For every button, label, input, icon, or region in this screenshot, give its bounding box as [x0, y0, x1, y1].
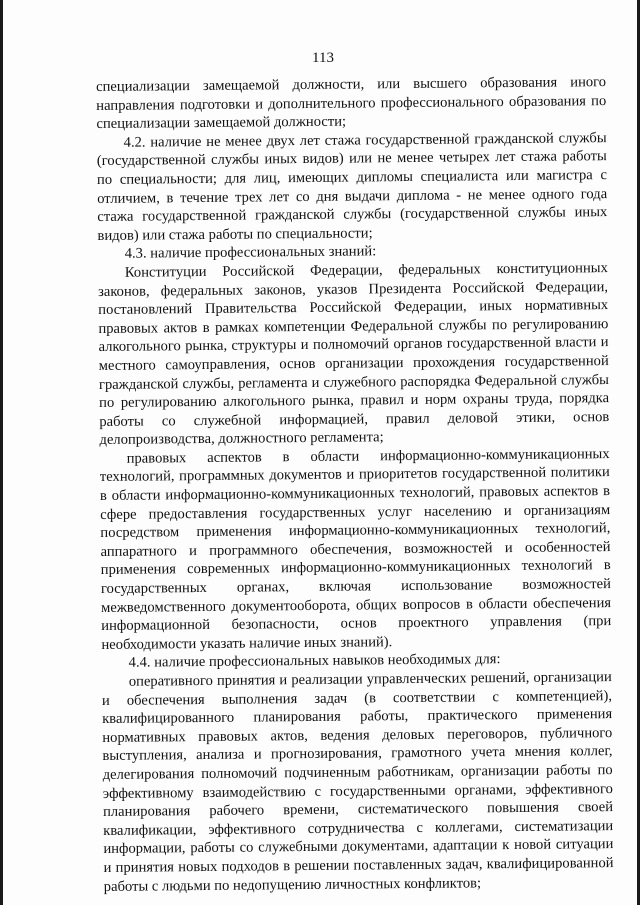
paragraph-5: правовых аспектов в области информационно-коммуникационных технологий, программных документов и приоритетов государственной политики в области информационно-коммуникационных технологий, правовых аспектов в сфере предоставления государственных услуг населению и организациям посредством применения информационно-коммуникационных технологий, аппаратного и программного обеспечения, возможностей и особенностей применения современных информационно-коммуникационных технологий в государственных органах, включая использование возможностей межведомственного документооборота, общих вопросов в области обеспечения информационной безопасности, основ проектного управления (при необходимости указать наличие иных знаний).: [99, 445, 612, 653]
document-body: [96, 73, 614, 896]
paragraph-2: 4.2. наличие не менее двух лет стажа государственной гражданской службы (государственной службы иных видов) или не менее четырех лет стажа работы по специальности; для лиц, имеющих дипломы специалиста или магистра с отличием, в течение трех лет со дня выдачи диплома - не менее одного года стажа государственной гражданской службы (государственной службы иных видов) или стажа работы по специальности;: [96, 129, 608, 244]
paragraph-1: специализации замещаемой должности, или высшего образования иного направления подготовки и дополнительного профессионального образования по специализации замещаемой должности;: [96, 74, 607, 133]
paragraph-7: оперативного принятия и реализации управленческих решений, организации и обеспечения выполнения задач (в соответствии с компетенцией), квалифицированного планирования работы, практического применения нормативных правовых актов, ведения деловых переговоров, публичного выступления, анализа и прогнозирования, грамотного учета мнения коллег, делегирования полномочий подчиненным работникам, организации работы по эффективному взаимодействию с государственными органами, эффективного планирования рабочего времени, систематического повышения своей квалификации, эффективного сотрудничества с коллегами, систематизации информации, работы со служебными документами, адаптации к новой ситуации и принятия новых подходов в решении поставленных задач, квалифицированной работы с людьми по недопущению личностных конфликтов;: [101, 669, 614, 895]
paragraph-3: 4.3. наличие профессиональных знаний:: [124, 243, 377, 263]
paragraph-6: 4.4. наличие профессиональных навыков необходимых для:: [128, 651, 501, 672]
paragraph-4: Конституции Российской Федерации, федеральных конституционных законов, федеральных законов, указов Президента Российской Федерации, постановлений Правительства Российской Федерации, иных нормативных правовых актов в рамках компетенции Федеральной службы по регулированию алкогольного рынка, структуры и полномочий органов государственной власти и местного самоуправления, основ организации прохождения государственной гражданской службы, регламента и служебного распорядка Федеральной службы по регулированию алкогольного рынка, правил и норм охраны труда, порядка работы со служебной информацией, правил деловой этики, основ делопроизводства, должностного регламента;: [97, 260, 610, 449]
page-number: 113: [312, 50, 334, 66]
